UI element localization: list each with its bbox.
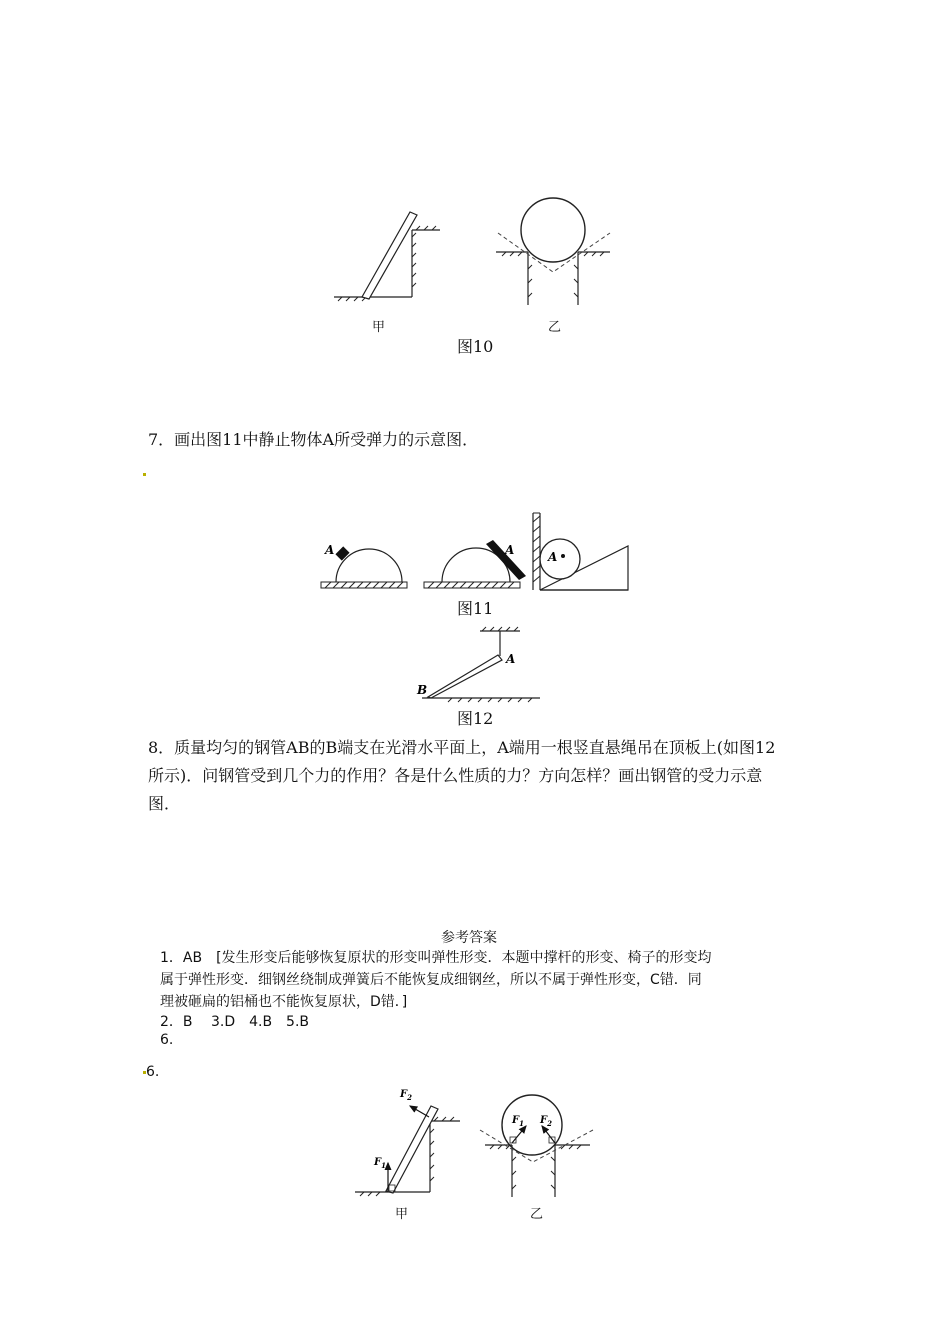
- figure-11-caption: 图11: [457, 599, 494, 618]
- answer-6-label-2: 6.: [146, 1064, 160, 1080]
- figure-10-caption: 图10: [457, 337, 494, 356]
- answers-title: 参考答案: [441, 930, 497, 946]
- svg-text:F2: $F_2$: [540, 1115, 552, 1128]
- answer-1-line-2: 属于弹性形变．细钢丝绕制成弹簧后不能恢复成细钢丝，所以不属于弹性形变，C错．同: [160, 972, 702, 988]
- answer-figure-label-left: 甲: [395, 1207, 409, 1222]
- svg-text:B: B: [417, 683, 428, 697]
- svg-text:A: A: [325, 543, 335, 557]
- figure-12: [408, 625, 548, 705]
- svg-text:A: A: [506, 652, 516, 666]
- answer-figure-label-right: 乙: [530, 1207, 544, 1222]
- svg-text:F1: $F_1$: [512, 1115, 524, 1128]
- question-8-line-3: 图．: [148, 794, 181, 813]
- figure-10-label-left: 甲: [372, 320, 386, 335]
- figure-12-caption: 图12: [457, 709, 494, 728]
- answer-1-line-3: 理被砸扁的铝桶也不能恢复原状，D错．]: [160, 994, 408, 1010]
- svg-text:F1: $F_1$: [374, 1157, 386, 1170]
- figure-10-label-right: 乙: [548, 320, 562, 335]
- figure-11: [318, 510, 633, 592]
- answer-6-label: 6.: [160, 1032, 174, 1048]
- answer-figure-6: [350, 1085, 600, 1210]
- question-7: 7．画出图11中静止物体A所受弹力的示意图．: [148, 430, 479, 449]
- svg-text:A: A: [505, 543, 515, 557]
- margin-dot: [143, 1071, 146, 1074]
- question-8-line-1: 8．质量均匀的钢管AB的B端支在光滑水平面上，A端用一根竖直悬绳吊在顶板上(如图12: [148, 738, 776, 757]
- question-8-line-2: 所示)．问钢管受到几个力的作用？各是什么性质的力？方向怎样？画出钢管的受力示意: [148, 766, 763, 785]
- figure-10: [320, 195, 620, 335]
- svg-text:F2: $F_2$: [400, 1089, 412, 1102]
- margin-dot: [143, 473, 146, 476]
- answer-1-line-1: 1．AB [发生形变后能够恢复原状的形变叫弹性形变．本题中撑杆的形变、椅子的形变均: [160, 950, 712, 966]
- answer-2-5: 2．B 3.D 4.B 5.B: [160, 1014, 310, 1030]
- svg-text:A: A: [548, 550, 558, 564]
